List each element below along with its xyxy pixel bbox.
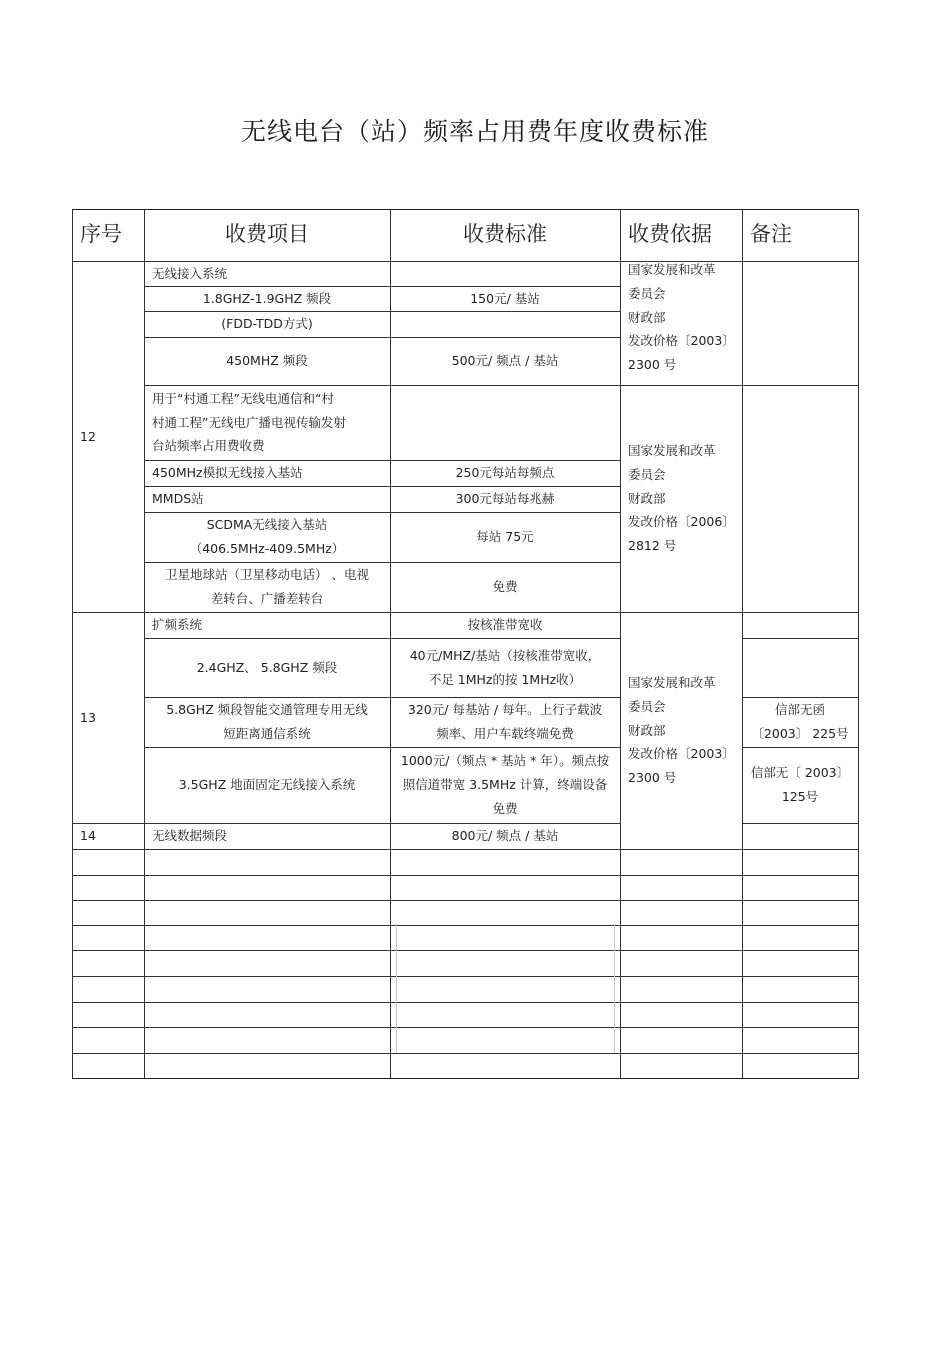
standard-cell: 按核准带宽收 bbox=[467, 617, 543, 633]
item-cell bbox=[144, 697, 390, 747]
row-number-14: 14 bbox=[80, 828, 96, 844]
standard-line: 320元/ 每基站 / 每年。上行子载波 bbox=[407, 702, 603, 718]
basis-line: 财政部 bbox=[628, 490, 666, 506]
item-cell bbox=[144, 512, 390, 562]
note-line: 信部无函 bbox=[774, 702, 825, 718]
row-line bbox=[72, 875, 859, 876]
item-line: 5.8GHZ 频段智能交通管理专用无线 bbox=[166, 702, 368, 718]
basis-line: 2812 号 bbox=[628, 538, 677, 554]
basis-line: 发改价格〔2003〕 bbox=[628, 746, 735, 762]
item-line: 台站频率占用费收费 bbox=[152, 438, 265, 454]
header-note: 备注 bbox=[750, 222, 792, 247]
standard-line: 1000元/（频点 * 基站 * 年）。频点按 bbox=[400, 753, 610, 769]
item-cell: 3.5GHZ 地面固定无线接入系统 bbox=[178, 777, 356, 793]
item-line: SCDMA无线接入基站 bbox=[206, 517, 328, 533]
row-line bbox=[72, 849, 859, 850]
basis-line: 发改价格〔2006〕 bbox=[628, 514, 735, 530]
item-cell: (FDD-TDD方式) bbox=[221, 316, 313, 332]
note-line: 125号 bbox=[781, 789, 819, 804]
header-basis: 收费依据 bbox=[628, 222, 712, 247]
standard-cell bbox=[390, 638, 620, 697]
col-line-4 bbox=[742, 209, 743, 1079]
row-line bbox=[72, 1027, 859, 1028]
table-border-bottom bbox=[72, 1078, 859, 1079]
standard-cell: 500元/ 频点 / 基站 bbox=[451, 353, 559, 369]
item-line: 村通工程”无线电广播电视传输发射 bbox=[152, 414, 346, 430]
row-number-12: 12 bbox=[80, 428, 96, 444]
basis-line: 委员会 bbox=[628, 698, 666, 714]
basis-cell bbox=[620, 258, 742, 385]
basis-line: 委员会 bbox=[628, 285, 666, 301]
item-cell: 450MHZ 频段 bbox=[226, 353, 308, 369]
basis-line: 国家发展和改革 bbox=[628, 675, 716, 691]
item-cell: MMDS站 bbox=[152, 491, 204, 507]
row-line bbox=[72, 1053, 859, 1054]
item-cell: 2.4GHZ、 5.8GHZ 频段 bbox=[196, 659, 338, 675]
basis-line: 国家发展和改革 bbox=[628, 443, 716, 459]
note-line: 信部无〔 2003〕 bbox=[750, 765, 850, 781]
item-cell: 1.8GHZ-1.9GHZ 频段 bbox=[202, 290, 332, 306]
row-line bbox=[742, 823, 858, 824]
standard-line: 不足 1MHz的按 1MHz收） bbox=[428, 671, 582, 687]
item-line: 用于“村通工程”无线电通信和“村 bbox=[152, 390, 334, 406]
standard-cell: 每站 75元 bbox=[476, 529, 534, 545]
basis-line: 委员会 bbox=[628, 466, 666, 482]
header-standard: 收费标准 bbox=[463, 222, 547, 247]
row-line bbox=[72, 925, 859, 926]
standard-line: 免费 bbox=[492, 800, 518, 816]
item-cell: 无线接入系统 bbox=[152, 265, 228, 281]
note-line: 〔2003〕 225号 bbox=[751, 726, 849, 741]
faint-line bbox=[614, 925, 615, 1053]
standard-line: 照信道带宽 3.5MHz 计算，终端设备 bbox=[402, 777, 608, 793]
standard-line: 40元/MHZ/基站（按核准带宽收， bbox=[409, 647, 601, 663]
item-cell: 扩频系统 bbox=[152, 617, 203, 633]
item-line: 短距离通信系统 bbox=[223, 726, 311, 741]
standard-cell: 250元每站每频点 bbox=[455, 465, 555, 481]
basis-line: 发改价格〔2003〕 bbox=[628, 333, 735, 349]
row-line bbox=[72, 950, 859, 951]
item-line: 差转台、广播差转台 bbox=[210, 591, 324, 606]
item-line: （406.5MHz-409.5MHz） bbox=[189, 541, 345, 556]
header-index: 序号 bbox=[80, 222, 122, 247]
item-cell bbox=[144, 385, 390, 460]
standard-cell bbox=[390, 697, 620, 747]
col-line-5 bbox=[858, 209, 859, 1079]
standard-cell: 免费 bbox=[492, 579, 518, 595]
basis-cell bbox=[620, 612, 742, 849]
basis-line: 国家发展和改革 bbox=[628, 262, 716, 277]
item-cell: 无线数据频段 bbox=[152, 828, 228, 844]
standard-cell: 300元每站每兆赫 bbox=[455, 491, 555, 507]
basis-line: 2300 号 bbox=[628, 770, 677, 786]
basis-line: 财政部 bbox=[628, 722, 666, 738]
row-line bbox=[742, 638, 858, 639]
item-cell: 450MHz模拟无线接入基站 bbox=[152, 465, 303, 481]
note-cell bbox=[742, 697, 858, 747]
standard-line: 频率、用户车载终端免费 bbox=[436, 726, 574, 741]
basis-cell bbox=[620, 385, 742, 612]
row-line bbox=[72, 1002, 859, 1003]
item-cell bbox=[144, 562, 390, 612]
row-line bbox=[72, 976, 859, 977]
header-item: 收费项目 bbox=[225, 222, 309, 247]
standard-cell: 800元/ 频点 / 基站 bbox=[451, 828, 559, 844]
row-line bbox=[72, 900, 859, 901]
faint-line bbox=[396, 925, 397, 1053]
item-line: 卫星地球站（卫星移动电话） 、电视 bbox=[165, 567, 369, 583]
note-cell bbox=[742, 747, 858, 823]
basis-line: 2300 号 bbox=[628, 357, 677, 372]
standard-cell: 150元/ 基站 bbox=[470, 290, 540, 306]
basis-line: 财政部 bbox=[628, 309, 666, 325]
row-number-13: 13 bbox=[80, 709, 96, 725]
standard-cell bbox=[390, 747, 620, 823]
page-title: 无线电台（站）频率占用费年度收费标准 bbox=[240, 117, 709, 146]
